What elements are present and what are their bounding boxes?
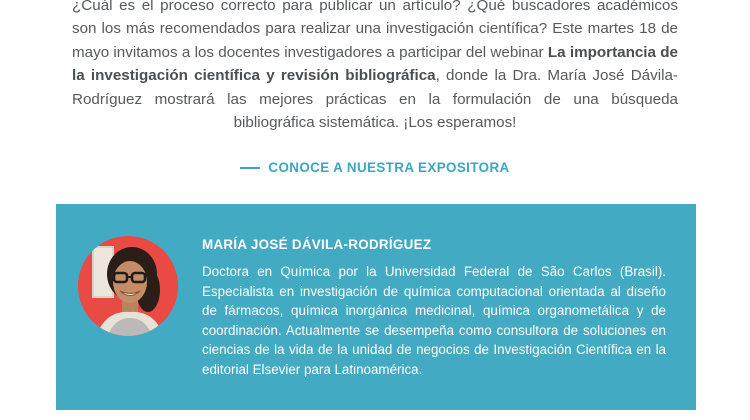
section-heading-label: CONOCE A NUESTRA EXPOSITORA (268, 160, 510, 175)
intro-lead: ¿Cuál es el proceso correcto para publicar un artículo? ¿Qué buscadores académicos son los más recomendados para realizar una investigación científica? Este martes 18 de mayo invitamos a los docentes investigadores a participar del webinar (72, 0, 678, 61)
speaker-card (56, 204, 696, 410)
speaker-bio: Doctora en Química por la Universidad Federal de São Carlos (Brasil). Especialista en investigación de química computacional orientada al diseño de fármacos, química inorgánica medicinal, química organometálica y de coordinación. Actualmente se desempeña como consultora de soluciones en ciencias de la vida de la unidad de negocios de Investigación Científica en la editorial Elsevier para Latinoamérica. (202, 264, 666, 377)
speaker-name: MARÍA JOSÉ DÁVILA-RODRÍGUEZ (202, 237, 432, 252)
heading-rule-icon (240, 167, 260, 169)
intro-text (72, 0, 678, 134)
speaker-photo-icon (78, 236, 178, 336)
intro-tail: , donde la Dra. María José Dávila-Rodríguez mostrará las mejores prácticas en la formulación de una búsqueda bibliográfica sistemática. ¡Los esperamos! (72, 67, 678, 132)
event-description (72, 0, 678, 134)
webinar-title: La importancia de la investigación científica y revisión bibliográfica (72, 43, 678, 85)
speaker-avatar (78, 236, 178, 336)
section-heading (0, 160, 750, 175)
